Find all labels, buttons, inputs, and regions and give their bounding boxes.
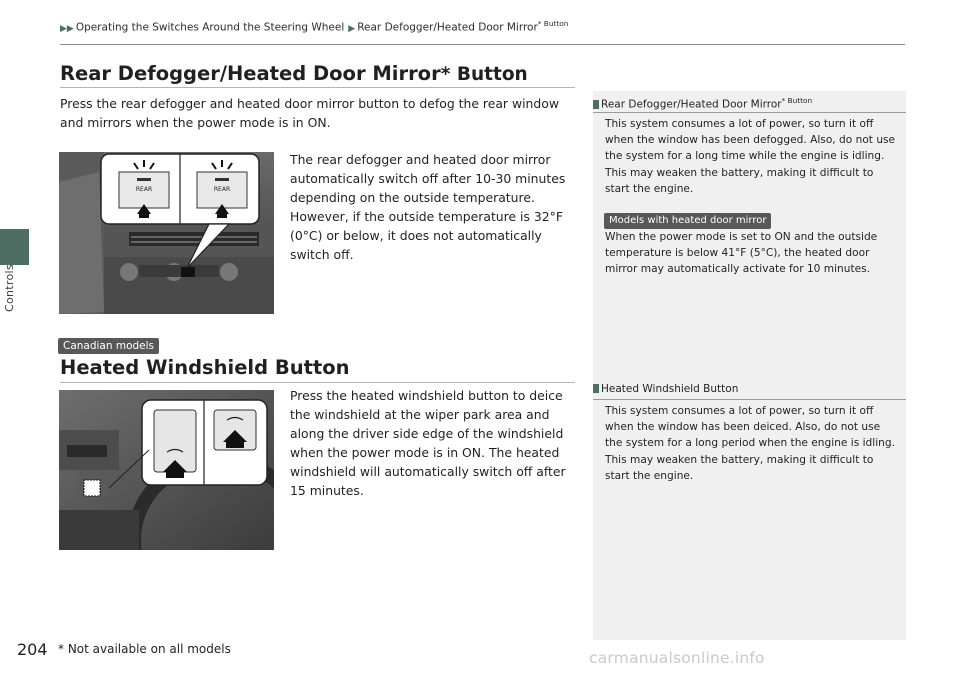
header-rule bbox=[60, 44, 905, 45]
note1-text: This system consumes a lot of power, so turn it off when the window has been defogged. Also, do not use the system for a long time while the engine is idling. This may weaken the battery, making it difficult to start the engine. bbox=[605, 118, 896, 195]
section1-description: The rear defogger and heated door mirror automatically switch off after 10-30 minutes depending on the outside temperature. However, if the outside temperature is 32°F (0°C) or below, it does not automatically switch off. bbox=[290, 152, 566, 262]
heated-mirror-badge: Models with heated door mirror bbox=[604, 213, 771, 229]
note1-title: Rear Defogger/Heated Door Mirror$^{* Button}$ bbox=[593, 96, 812, 111]
note1-text2: When the power mode is set to ON and the outside temperature is below 41°F (5°C), the heated door mirror may automatically activate for 10 minutes. bbox=[605, 231, 878, 276]
note-marker-icon bbox=[593, 384, 599, 393]
breadcrumb-part1[interactable]: Operating the Switches Around the Steering Wheel bbox=[75, 21, 345, 34]
note-marker-icon bbox=[593, 100, 599, 109]
note-rule bbox=[593, 399, 906, 400]
breadcrumb-asterisk: * Button bbox=[537, 19, 569, 28]
breadcrumb-arrow-icon: ▶ bbox=[348, 23, 356, 34]
section-title-rear-defogger: Rear Defogger/Heated Door Mirror* Button bbox=[60, 62, 528, 85]
breadcrumb bbox=[60, 19, 568, 34]
watermark: carmanualsonline.info bbox=[589, 649, 765, 667]
section-rule bbox=[60, 382, 575, 383]
heated-windshield-figure bbox=[59, 390, 274, 550]
note-rule bbox=[593, 112, 906, 113]
section-rule bbox=[60, 87, 575, 88]
note2-text: This system consumes a lot of power, so turn it off when the window has been deiced. Also, do not use the system for a long period when the engine is idling. This may weaken the battery, making it difficult to start the engine. bbox=[605, 405, 895, 482]
section2-description: Press the heated windshield button to deice the windshield at the wiper park area and along the driver side edge of the windshield when the power mode is in ON. The heated windshield will automatically switch off after 15 minutes. bbox=[290, 388, 566, 498]
section1-intro: Press the rear defogger and heated door mirror button to defog the rear window and mirrors when the power mode is in ON. bbox=[60, 96, 559, 130]
breadcrumb-arrow-icon: ▶▶ bbox=[60, 23, 74, 34]
rear-label-left: REAR bbox=[135, 186, 153, 193]
rear-defogger-figure bbox=[59, 152, 274, 314]
chapter-label: Controls bbox=[3, 264, 16, 312]
rear-label-right: REAR bbox=[213, 186, 231, 193]
section-title-heated-windshield: Heated Windshield Button bbox=[60, 356, 350, 379]
note2-title: Heated Windshield Button bbox=[593, 383, 738, 395]
canadian-models-badge: Canadian models bbox=[58, 338, 159, 354]
breadcrumb-part2[interactable]: Rear Defogger/Heated Door Mirror bbox=[357, 21, 538, 34]
page-number: 204 bbox=[17, 640, 48, 659]
footnote: * Not available on all models bbox=[58, 642, 231, 656]
